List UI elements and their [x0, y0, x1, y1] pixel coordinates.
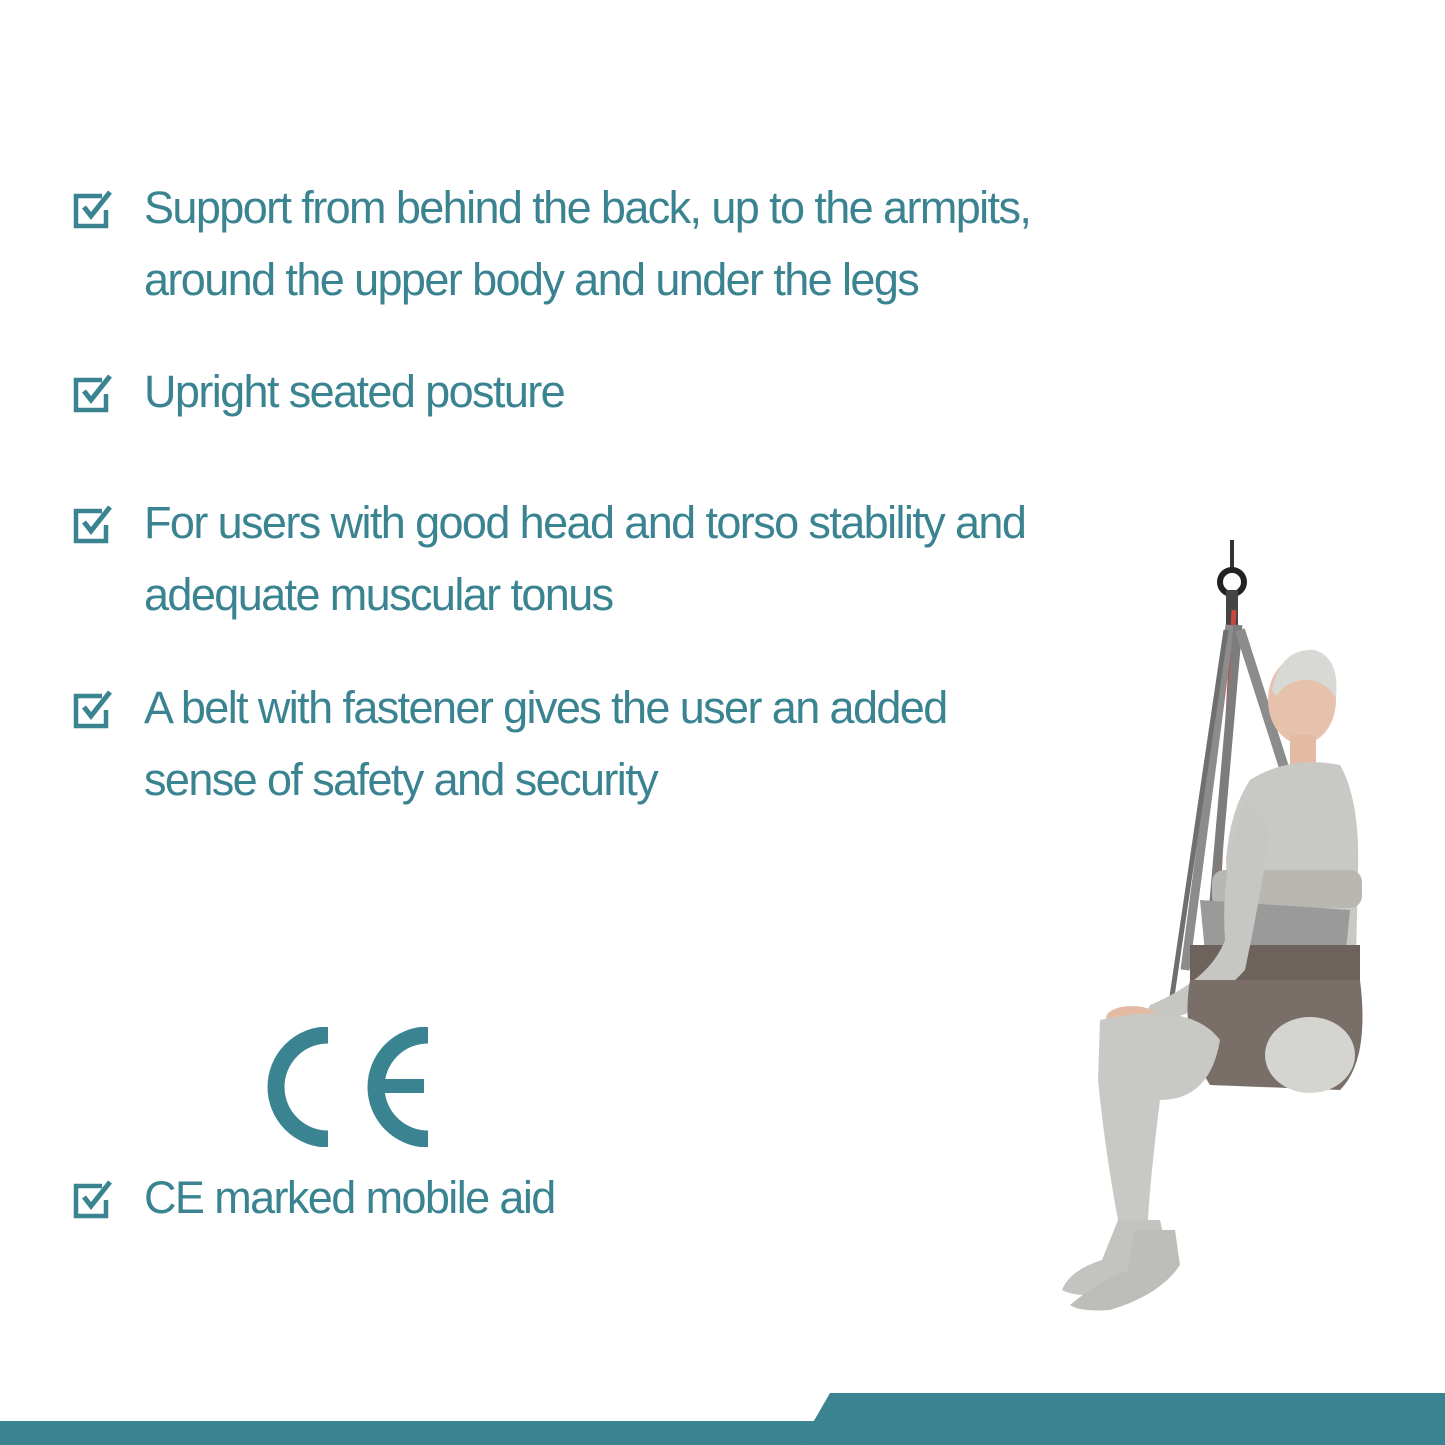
- checkbox-checked-icon: [72, 1178, 114, 1220]
- feature-item-ce: [72, 1172, 555, 1234]
- feature-text: Support from behind the back, up to the armpits, around the upper body and under the legs: [144, 182, 1031, 305]
- feature-item-support: [72, 182, 1030, 316]
- footer-accent-band: [0, 1385, 1445, 1445]
- checkbox-checked-icon: [72, 188, 114, 230]
- checkbox-checked-icon: [72, 503, 114, 545]
- feature-text: Upright seated posture: [144, 366, 565, 417]
- feature-item-belt: [72, 682, 947, 816]
- feature-item-stability: [72, 497, 1025, 631]
- feature-text: A belt with fastener gives the user an added sense of safety and security: [144, 682, 947, 805]
- feature-item-posture: [72, 366, 564, 428]
- patient-in-sling-photo: [1040, 540, 1380, 1320]
- checkbox-checked-icon: [72, 688, 114, 730]
- ce-mark-logo: [262, 1027, 432, 1147]
- feature-text: CE marked mobile aid: [144, 1172, 555, 1223]
- checkbox-checked-icon: [72, 372, 114, 414]
- feature-text: For users with good head and torso stability and adequate muscular tonus: [144, 497, 1026, 620]
